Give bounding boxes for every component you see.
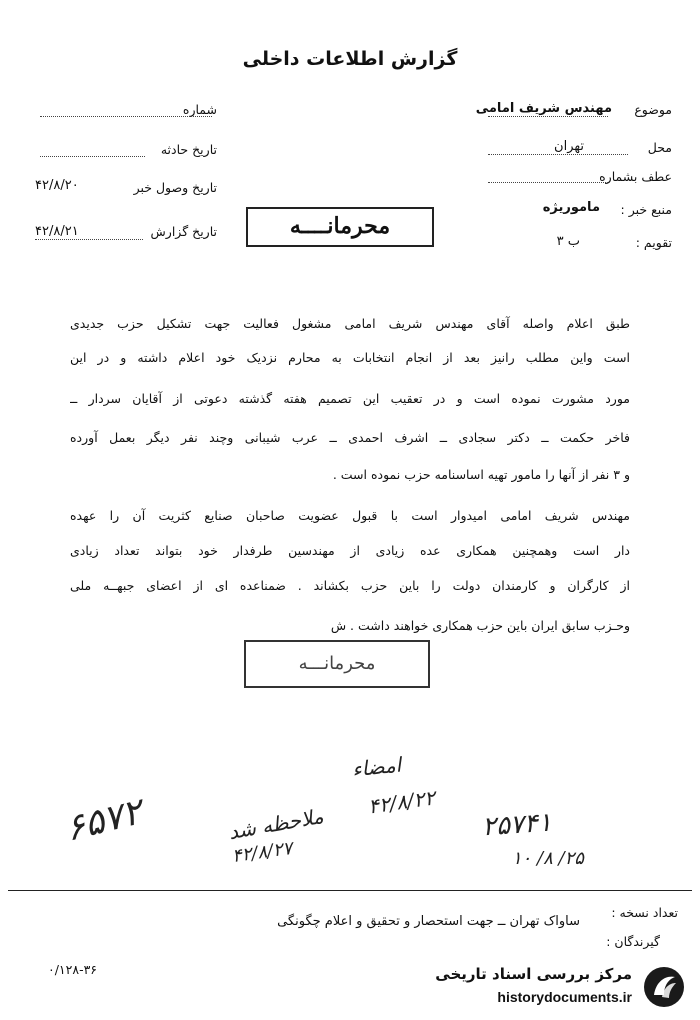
location-value: تهران (554, 139, 584, 154)
recipients-label: گیرندگان : (606, 934, 660, 949)
subject-line (488, 116, 608, 117)
body-line-5: و ۳ نفر از آنها را مامور تهیه اساسنامه حزب نموده است . (332, 467, 630, 482)
body-line-7: دار است وهمچنین همکاری عده زیادی از مهندسین طرفدار خود بتواند تعداد زیادی (70, 543, 630, 558)
body-line-4: فاخر حکمت ــ دکتر سجادی ــ اشرف احمدی ــ عرب شیبانی وچند نفر دیگر بعمل آورده (70, 430, 630, 445)
receipt-date-value: ۴۲/۸/۲۰ (35, 178, 79, 193)
archive-logo-icon (642, 965, 686, 1009)
body-line-6: مهندس شریف امامی امیدوار است با قبول عضویت صاحبان صنایع کثریت آن را عهده (70, 508, 630, 523)
reference-line (488, 182, 608, 183)
recipients-value: ساواک تهران ــ جهت استحصار و تحقیق و اعلام چگونگی (277, 914, 580, 929)
body-line-9: وحـزب سابق ایران باین حزب همکاری خواهند داشت . ش (330, 618, 630, 633)
handwritten-big-number: ۶۵۷۲ (61, 791, 147, 850)
reference-label: عطف بشماره (599, 169, 672, 184)
form-code: ۰/۱۲۸-۳۶ (48, 962, 98, 977)
confidential-stamp: محرمانــــه (246, 207, 434, 247)
watermark-url: historydocuments.ir (497, 989, 632, 1005)
watermark-name: مرکز بررسی اسناد تاریخی (435, 965, 632, 983)
watermark (400, 963, 692, 1013)
source-label: منبع خبر : (620, 202, 672, 217)
incident-date-label: تاریخ حادثه (160, 142, 217, 157)
handwritten-note: ملاحظه شد (226, 803, 326, 845)
report-date-line (35, 239, 143, 240)
body-line-3: مورد مشورت نموده است و در تعقیب این تصمیم هفته گذشته دعوتی از آقایان سردار ــ (70, 391, 630, 406)
number-label: شماره (182, 102, 217, 117)
confidential-stamp-faded: محرمانـــه (244, 640, 430, 688)
body-line-2: است واین مطلب رانیز بعد از انجام انتخابات به محارم نزدیک خود اعلام داشته و در این (70, 350, 630, 365)
location-line (488, 154, 628, 155)
report-date-value: ۴۲/۸/۲۱ (35, 224, 79, 239)
receipt-date-label: تاریخ وصول خبر (133, 180, 217, 195)
number-line (40, 116, 212, 117)
rating-value: ب ۳ (556, 234, 580, 249)
body-line-1: طبق اعلام واصله آقای مهندس شریف امامی مشغول فعالیت جهت تشکیل حزب جدیدی (70, 316, 630, 331)
source-value: ماموریژه (542, 200, 600, 215)
incident-date-line (40, 156, 145, 157)
handwritten-date-right: ۱۰ /۸ /۲۵ (512, 848, 584, 869)
report-date-label: تاریخ گزارش (150, 224, 217, 239)
handwritten-note-date: ۴۲/۸/۲۷ (230, 837, 294, 868)
document-title: گزارش اطلاعات داخلی (242, 48, 458, 70)
body-line-8: از کارگران و کارمندان دولت را باین حزب بکشاند . ضمناعده ای از اعضای جبهــه ملی (70, 578, 630, 593)
handwritten-signature-date: ۴۲/۸/۲۲ (366, 785, 437, 819)
copies-label: تعداد نسخه : (611, 905, 678, 920)
subject-label: موضوع (634, 102, 672, 117)
subject-value: مهندس شریف امامی (475, 101, 612, 116)
location-label: محل (647, 140, 672, 155)
footer-divider (8, 890, 692, 891)
handwritten-signature: امضاء (350, 752, 403, 782)
handwritten-number-right: ۲۵۷۴۱ (481, 807, 553, 843)
rating-label: تقویم : (635, 235, 672, 250)
